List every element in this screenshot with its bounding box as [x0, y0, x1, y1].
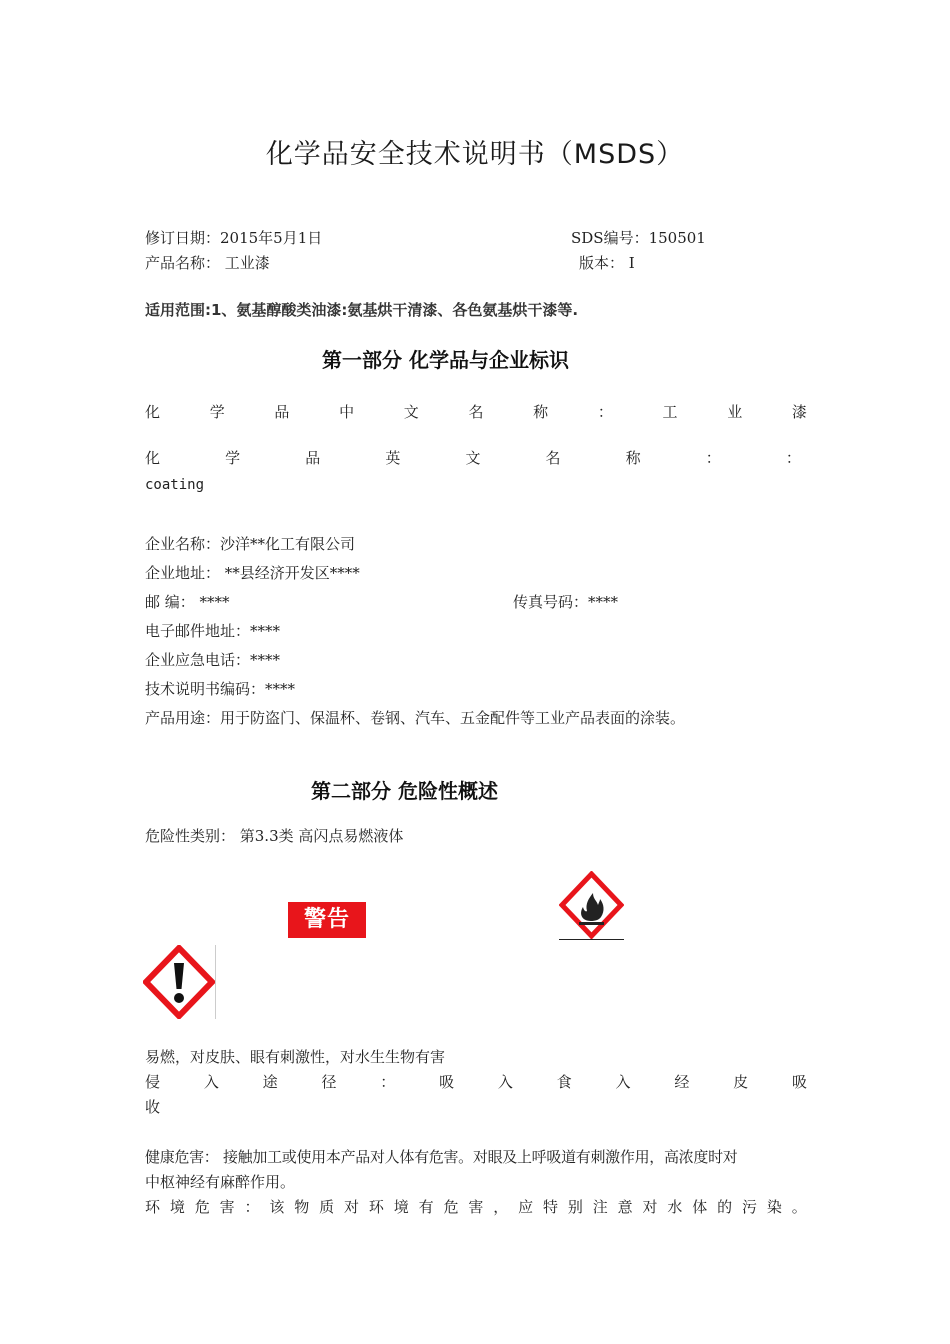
en-name-line: 化 学 品 英 文 名 称 ： ： [145, 449, 801, 467]
entry-route-line: 侵 入 途 径 ： 吸 入 食 入 经 皮 吸 [145, 1073, 807, 1091]
part2-heading: 第二部分 危险性概述 [311, 779, 498, 803]
postcode: 邮 编： **** [145, 593, 230, 611]
exclamation-icon [143, 945, 216, 1019]
sds-number: SDS编号：150501 [571, 229, 706, 247]
cn-name-line: 化 学 品 中 文 名 称 ： 工 业 漆 [145, 403, 807, 421]
scope-text: 适用范围:1、氨基醇酸类油漆:氨基烘干清漆、各色氨基烘干漆等. [145, 301, 579, 319]
warning-signal-badge: 警告 [288, 902, 366, 938]
emergency-phone: 企业应急电话：**** [145, 651, 281, 669]
document-title: 化学品安全技术说明书（MSDS） [265, 139, 685, 170]
version: 版本： Ⅰ [579, 254, 635, 272]
flame-icon [559, 871, 624, 940]
health-hazard-line1: 健康危害： 接触加工或使用本产品对人体有危害。对眼及上呼吸道有刺激作用，高浓度时对 [145, 1148, 738, 1166]
company-name: 企业名称：沙洋**化工有限公司 [145, 535, 356, 553]
product-usage: 产品用途：用于防盗门、保温杯、卷钢、汽车、五金配件等工业产品表面的涂装。 [145, 709, 686, 727]
company-address: 企业地址： **县经济开发区**** [145, 564, 360, 582]
part1-heading: 第一部分 化学品与企业标识 [322, 348, 569, 372]
email-address: 电子邮件地址：**** [145, 622, 281, 640]
revision-date: 修订日期：2015年5月1日 [145, 229, 323, 247]
health-hazard-line2: 中枢神经有麻醉作用。 [145, 1173, 296, 1191]
entry-route-tail: 收 [145, 1098, 161, 1116]
product-name: 产品名称： 工业漆 [145, 254, 270, 272]
fax-number: 传真号码：**** [513, 593, 619, 611]
en-name-value: coating [145, 477, 205, 493]
sds-code: 技术说明书编码：**** [145, 680, 296, 698]
environment-hazard-line: 环 境 危 害 ： 该 物 质 对 环 境 有 危 害 ， 应 特 别 注 意 对 水 体 的 污 染 。 [145, 1198, 807, 1216]
hazard-summary: 易燃，对皮肤、眼有刺激性，对水生生物有害 [145, 1048, 446, 1066]
hazard-class: 危险性类别： 第3.3类 高闪点易燃液体 [145, 827, 404, 845]
